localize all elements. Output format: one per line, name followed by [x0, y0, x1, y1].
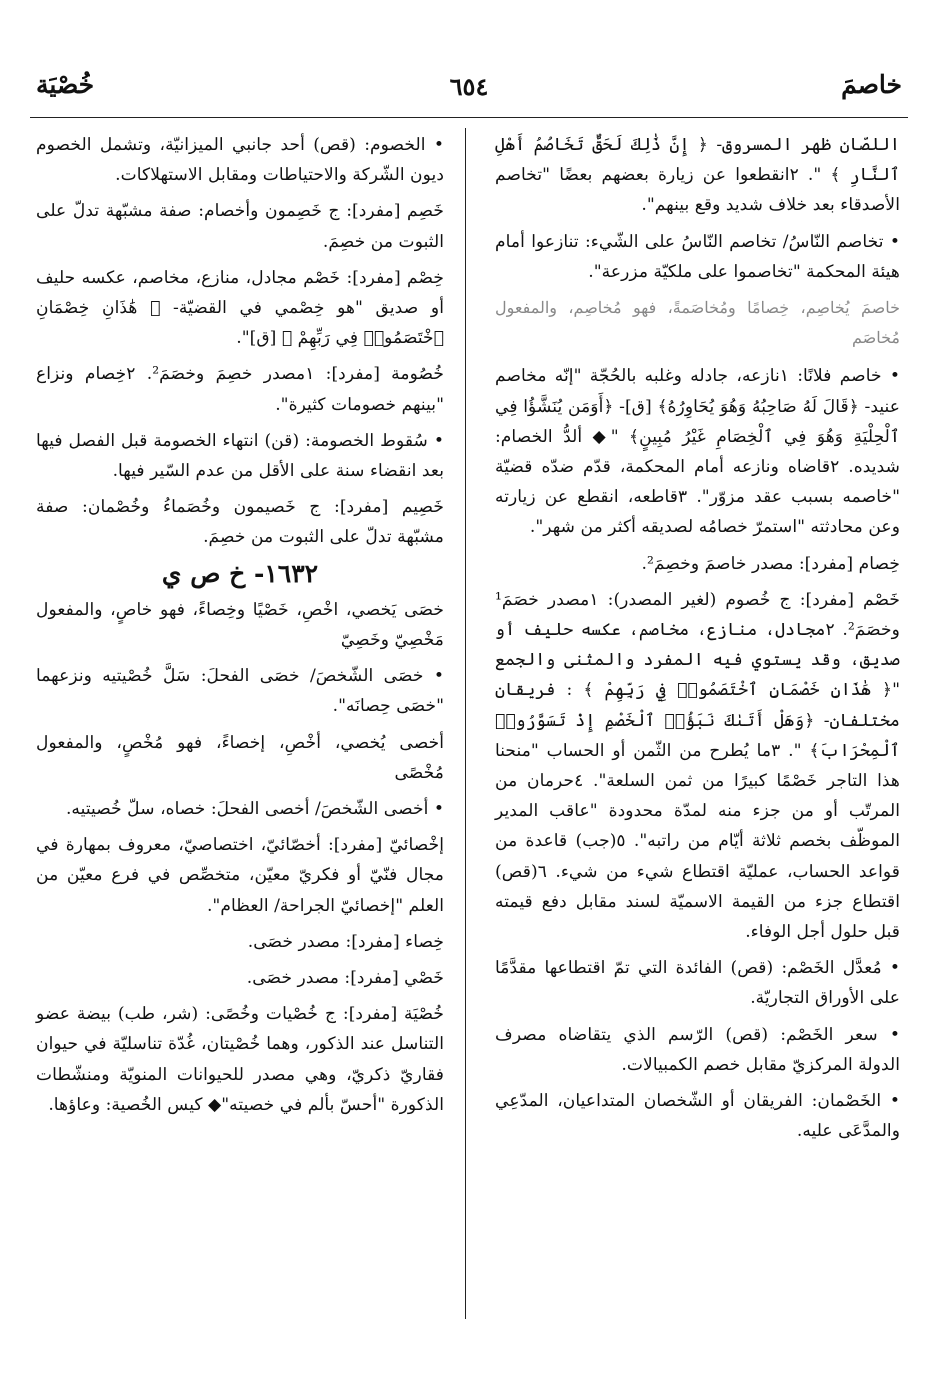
entry: • خصَى الشّخصَ/ خصَى الفحلَ: سَلَّ خُصْيتيه ونزعهما "خصَى حِصانَه".	[36, 666, 444, 717]
left-column	[36, 130, 444, 1126]
header-divider	[30, 117, 908, 118]
entry: إخْصائيّ [مفرد]: أخصّائيّ، اختصاصيّ، معروف بمهارة في مجال فنّيّ أو فكريّ معيّن، متخصِّص في فرع معيّن من العلم "إخصائيّ الجراحة/ العظام".	[36, 835, 444, 916]
entry: • أخصى الشّخصَ/ أخصى الفحلَ: خصاه، سلّ خُصيتيه.	[65, 799, 444, 820]
entry-faded-headword: خاصمَ يُخاصِم، خِصامًا ومُخاصَمةً، فهو مُخاصِم، والمفعول مُخاصَم	[495, 298, 900, 348]
entry: خِصْم [مفرد]: خَصْم مجادل، منازع، مخاصم، عكسه حليف أو صديق "هو خِصْمي في القضيّة- ﴿ هَٰذَانِ خِصْمَانِ ٱخْتَصَمُوا۟ فِي رَبِّهِمْ ﴾ [ق]".	[36, 267, 444, 349]
right-column	[495, 130, 900, 1153]
entry: خَصْم [مفرد]: ج خُصوم (لغير المصدر): ١مصدر خصَمَ¹ وخصَمَ². ٢مجادل، منازع، مخاصم، عكسه حليف أو صديق، وقد يستوي فيه المفرد والمثنى والجمع "﴿ هَٰذَانِ خَصْمَانِ ٱخْتَصَمُوا۟ فِي رَبِّهِمْ ﴾ : فريقان مختلفان- ﴿وَهَلْ أَتَىٰكَ نَبَؤُا۟ ٱلْخَصْمِ إِذْ تَسَوَّرُوا۟ ٱلْمِحْرَابَ﴾ ". ٣ما يُطرح من الثّمن أو الحساب "منحنا هذا التاجر خَصْمًا كبيرًا من ثمن السلعة". ٤حرمان من المرتّب أو من جزء منه لمدّة محدودة "عاقب المدير الموظّف بخصم ثلاثة أيّام من راتبه". ٥(جب) قاعدة من قواعد الحساب، عمليّة اقتطاع شيء من شيء. ٦(قص) اقتطاع جزء من القيمة الاسميّة لسند مقابل دفع قيمته قبل حلول أجل الوفاء.	[495, 589, 900, 943]
header-right-guide-word: خاصمَ	[841, 70, 902, 99]
entry: خُصْيَة [مفرد]: ج خُصْيات وخُصًى: (شر، طب) بيضة عضو التناسل عند الذكور، وهما خُصْيتان، غُدّة تناسليّة في حيوان فقاريّ ذكريّ، وهي مصدر للحيوانات المنويّة ومنشّطات الذكورة "أحسّ بألم في خصيته"◆ كيس الخُصية: وعاؤها.	[36, 1004, 444, 1115]
header-left-guide-word: خُصْيَة	[36, 70, 95, 99]
entry: خَصِيم [مفرد]: ج خَصيمون وخُصَماءُ وخُصْمان: صفة مشبّهة تدلّ على الثبوت من خصِمَ.	[36, 497, 444, 548]
entry: اللصّان ظهر المسروق- ﴿ إِنَّ ذَٰلِكَ لَحَقٌّ تَخَاصُمُ أَهْلِ ٱلنَّارِ ﴾ ". ٢انقطعوا عن زيارة بعضهم بعضًا "تخاصم الأصدقاء بعد خلاف شديد وقع بينهم".	[495, 135, 900, 216]
entry: خَصِم [مفرد]: ج خَصِمون وأخصام: صفة مشبّهة تدلّ على الثبوت من خصِمَ.	[36, 201, 444, 252]
entry: • تخاصم النّاسُ/ تخاصم النّاسُ على الشّيء: تنازعوا أمام هيئة المحكمة "تخاصموا على ملكيّة مزرعة".	[495, 231, 900, 282]
root-section-title: ١٦٣٢- خ ص ي	[161, 558, 319, 588]
entry: خُصُومة [مفرد]: ١مصدر خصِمَ وخصَمَ². ٢خِصام ونزاع "بينهم خصومات كثيرة".	[36, 364, 444, 415]
entry: • سُقوط الخصومة: (قن) انتهاء الخصومة قبل الفصل فيها بعد انقضاء سنة على الأقل من عدم السّير فيها.	[36, 430, 444, 482]
entry: • الخصوم: (قص) أحد جانبي الميزانيّة، وتشمل الخصوم ديون الشّركة والاحتياطات ومقابل الاستهلاكات.	[36, 135, 444, 186]
entry: • الخَصْمان: الفريقان أو الشّخصان المتداعيان، المدّعِي والمدَّعَى عليه.	[495, 1091, 900, 1142]
entry: خِصام [مفرد]: مصدر خاصمَ وخصِمَ².	[641, 553, 900, 574]
page-header	[30, 70, 908, 110]
entry: أخصى يُخصي، أخْصِ، إخصاءً، فهو مُخْصٍ، والمفعول مُخْصًى	[36, 732, 444, 783]
page-number: ٦٥٤	[449, 72, 489, 101]
entry: خصَى يَخصي، اخْصِ، خَصْيًا وخِصاءً، فهو خاصٍ، والمفعول مَخْصِيّ وخَصِيّ	[36, 599, 444, 651]
entry: • مُعدَّل الخَصْم: (قص) الفائدة التي تمّ اقتطاعها مقدَّمًا على الأوراق التجاريّة.	[495, 958, 900, 1009]
entry: خَصْي [مفرد]: مصدر خصَى.	[246, 968, 444, 989]
entry: • خاصم فلانًا: ١نازعه، جادله وغلبه بالحُجّة "إنّه مخاصم عنيد- ﴿قَالَ لَهُ صَاحِبُهُ وَهُوَ يُحَاوِرُهُ﴾ [ق]- ﴿أَوَمَن يُنَشَّؤُا فِي ٱلْحِلْيَةِ وَهُوَ فِي ٱلْخِصَامِ غَيْرُ مُبِينٍ﴾ "◆ ألدُّ الخصام: شديده. ٢قاضاه ونازعه أمام المحكمة، قدّم ضدّه قضيّة "خاصمه بسبب عقد مزوّر". ٣قاطعه، انقطع عن زيارته وعن محادثته "استمرّ خصامُه لصديقه أكثر من شهر".	[495, 366, 900, 538]
column-divider	[465, 128, 466, 1319]
entry: خِصاء [مفرد]: مصدر خصَى.	[247, 931, 444, 952]
entry: • سعر الخَصْم: (قص) الرّسم الذي يتقاضاه مصرف الدولة المركزيّ مقابل خصم الكمبيالات.	[495, 1024, 900, 1075]
